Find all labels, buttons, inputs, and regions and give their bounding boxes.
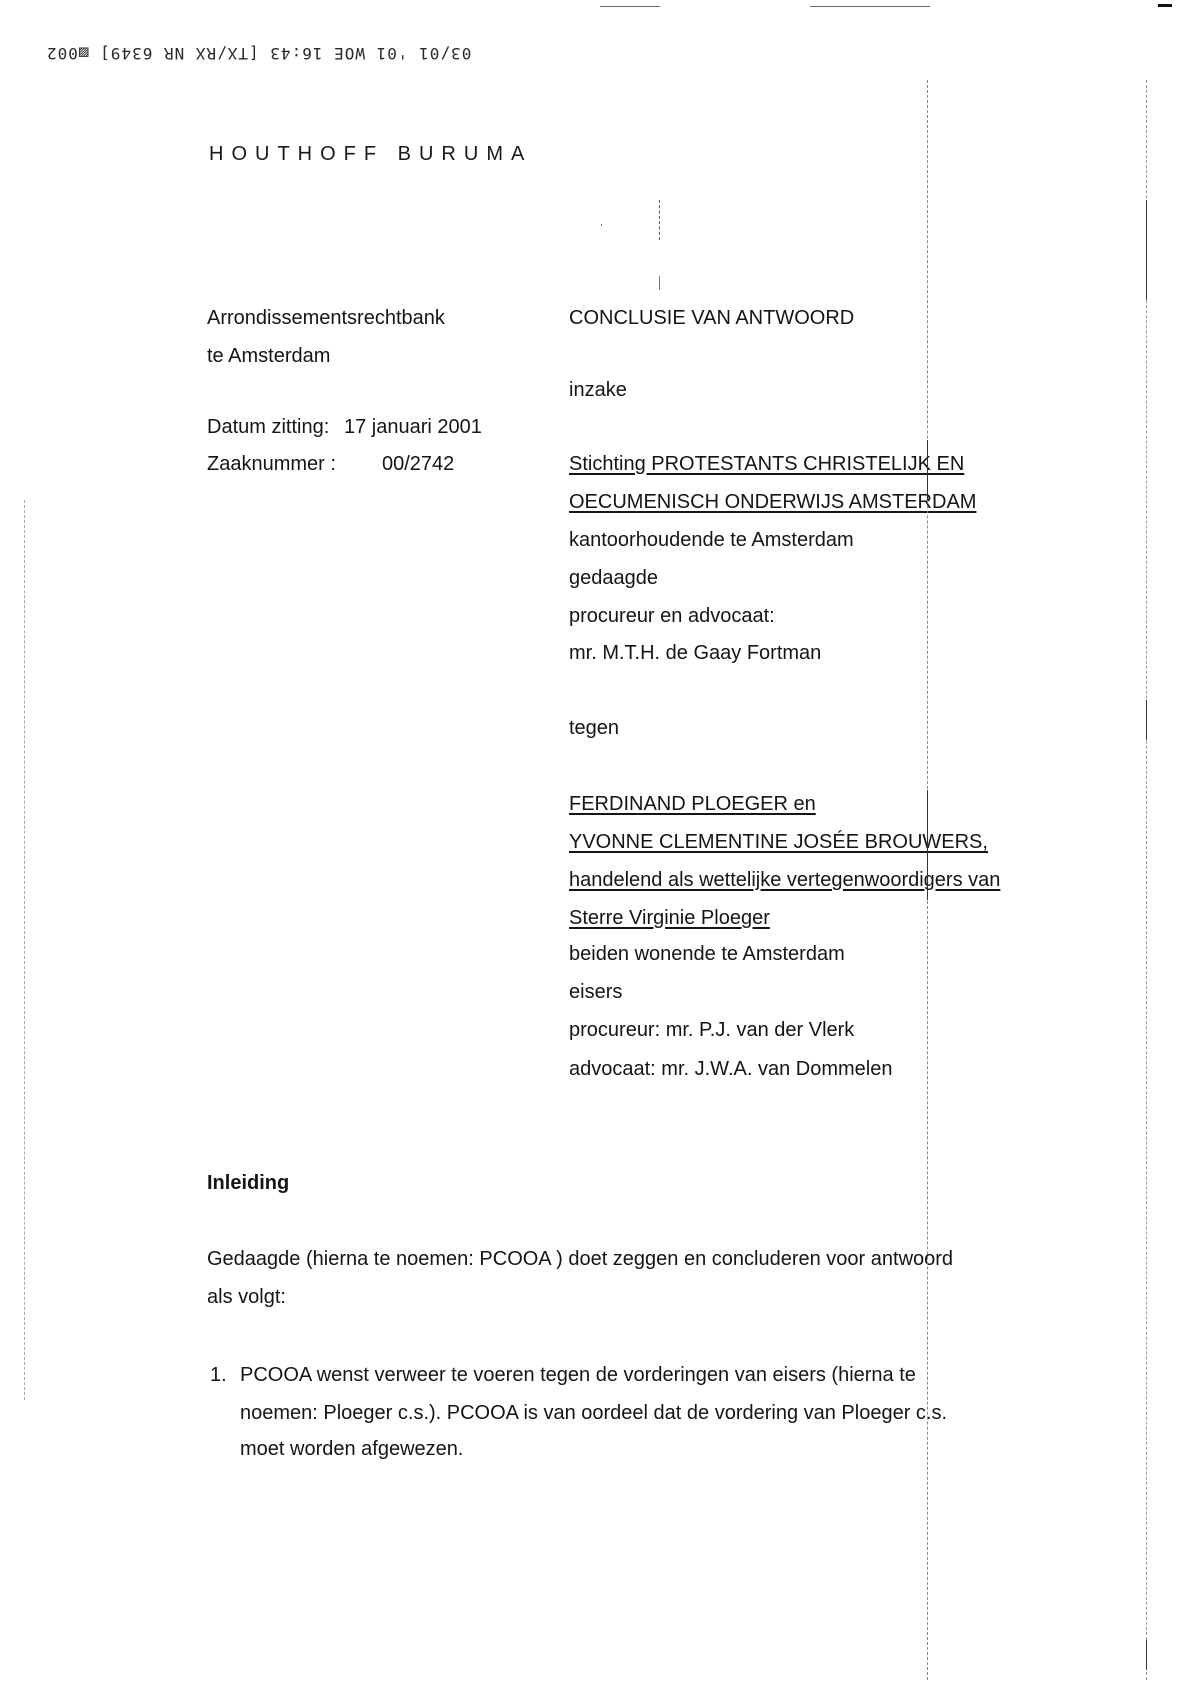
case-number-label: Zaaknummer :: [207, 453, 336, 475]
scan-tick-center: [601, 224, 602, 226]
case-number-value: 00/2742: [382, 453, 455, 475]
section-heading-inleiding: Inleiding: [207, 1172, 290, 1194]
plaintiff-name-line3: handelend als wettelijke vertegenwoordigers van: [569, 869, 1001, 891]
firm-name: HOUTHOFF BURUMA: [209, 143, 533, 165]
plaintiff-role: eisers: [569, 981, 623, 1003]
scan-line-top-2: [810, 6, 930, 7]
scan-vline-far-right: [1146, 80, 1147, 1680]
fax-header: 03/01 '01 WOE 16:43 [TX/RX NR 6349] ▨002: [46, 44, 472, 63]
defendant-role: gedaagde: [569, 567, 658, 589]
plaintiff-name-line4: Sterre Virginie Ploeger: [569, 907, 770, 929]
item-number: 1.: [210, 1364, 227, 1386]
defendant-counsel-name: mr. M.T.H. de Gaay Fortman: [569, 642, 822, 664]
intro-line2: als volgt:: [207, 1286, 286, 1308]
document-title: CONCLUSIE VAN ANTWOORD: [569, 307, 855, 329]
tegen-label: tegen: [569, 717, 620, 739]
scan-vline-left-edge: [24, 500, 25, 1400]
scan-vline-right-column-solid: [927, 440, 928, 500]
court-location: te Amsterdam: [207, 345, 331, 367]
scan-vline-far-right-solid-1: [1146, 200, 1147, 300]
session-date-value: 17 januari 2001: [344, 416, 482, 438]
plaintiff-advocaat: advocaat: mr. J.W.A. van Dommelen: [569, 1058, 893, 1080]
intro-line1: Gedaagde (hierna te noemen: PCOOA ) doet zeggen en concluderen voor antwoord: [207, 1248, 954, 1270]
scan-line-top-1: [600, 6, 660, 7]
scan-vline-far-right-solid-3: [1146, 1640, 1147, 1670]
session-date-label: Datum zitting:: [207, 416, 330, 438]
defendant-location: kantoorhoudende te Amsterdam: [569, 529, 854, 551]
defendant-name-line1: Stichting PROTESTANTS CHRISTELIJK EN: [569, 453, 965, 475]
item-line1: PCOOA wenst verweer te voeren tegen de vorderingen van eisers (hierna te: [240, 1364, 916, 1386]
item-line2: noemen: Ploeger c.s.). PCOOA is van oordeel dat de vordering van Ploeger c.s.: [240, 1402, 948, 1424]
plaintiff-name-line1: FERDINAND PLOEGER en: [569, 793, 816, 815]
inzake-label: inzake: [569, 379, 627, 401]
defendant-name-line2: OECUMENISCH ONDERWIJS AMSTERDAM: [569, 491, 977, 513]
plaintiff-procureur: procureur: mr. P.J. van der Vlerk: [569, 1019, 855, 1041]
plaintiff-location: beiden wonende te Amsterdam: [569, 943, 845, 965]
plaintiff-name-line2: YVONNE CLEMENTINE JOSÉE BROUWERS,: [569, 831, 988, 853]
court-name: Arrondissementsrechtbank: [207, 307, 445, 329]
defendant-counsel-label: procureur en advocaat:: [569, 605, 775, 627]
scan-vline-right-column-solid-2: [927, 790, 928, 900]
item-line3: moet worden afgewezen.: [240, 1438, 464, 1460]
scan-vline-center-top: [659, 200, 660, 240]
scan-tick-center-2: [659, 276, 660, 290]
scan-vline-far-right-solid-2: [1146, 700, 1147, 740]
scan-mark-top-right: [1158, 4, 1172, 7]
